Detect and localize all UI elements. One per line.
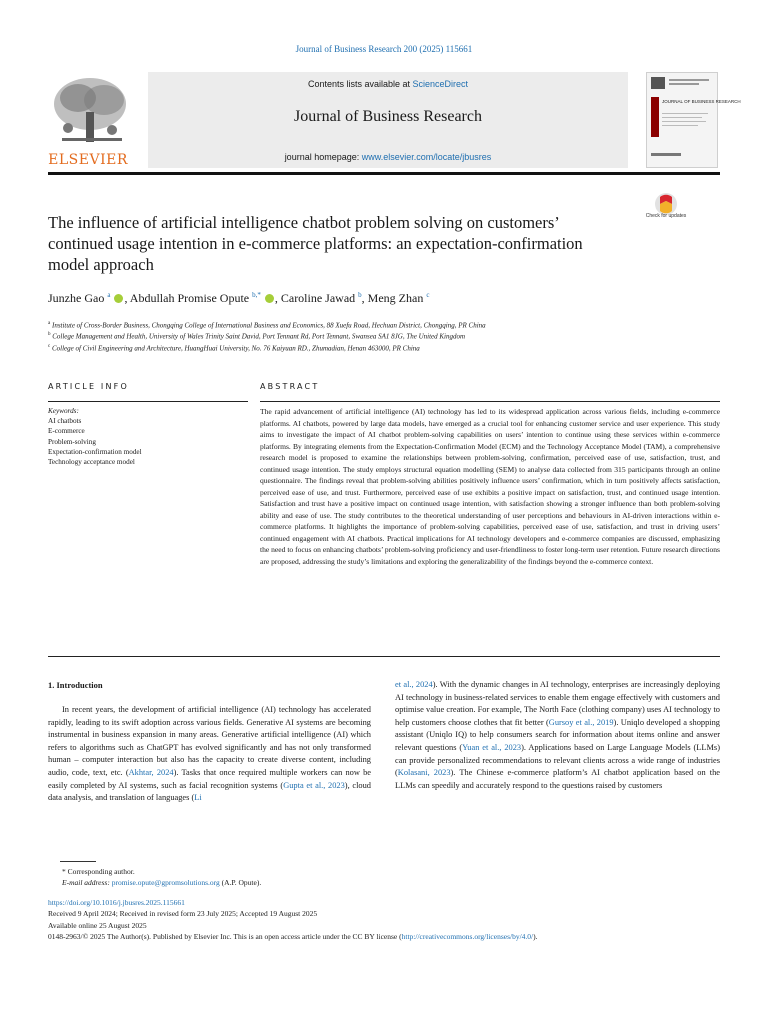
- keyword-item: AI chatbots: [48, 417, 82, 426]
- citation-link[interactable]: Kolasani, 2023: [397, 768, 451, 778]
- keyword-item: Technology acceptance model: [48, 458, 135, 467]
- citation-link[interactable]: Li: [194, 793, 202, 803]
- orcid-icon[interactable]: [114, 294, 123, 303]
- publication-info: [48, 897, 748, 942]
- author-name[interactable]: Caroline Jawad: [280, 291, 356, 305]
- author-name[interactable]: Junzhe Gao: [48, 291, 105, 305]
- cover-art-icon: [647, 73, 741, 167]
- abstract-rule: [260, 401, 720, 402]
- affiliation-sup: c: [48, 343, 51, 349]
- abstract-text: The rapid advancement of artificial intelligence (AI) technology has led to its widespread application across various fields, including e-commerce platforms. AI chatbots, powered by large data models, have emerged as a crucial tool for enhancing customer service and user experience. This study aims to investigate the impact of AI chatbot problem-solving capabilities on users’ intention to continue using these services within e-commerce platforms. By integrating elements from the Expectation-Confirmation Model (ECM) and the Technology Acceptance Model (TAM), a comprehensive research model is proposed to examine the relationships between problem-solving, confirmation, perceived ease of use, satisfaction, trust, and continued usage intention. The study employs structural equation modelling (SEM) to analyse data collected from 315 participants through an online questionnaire. The findings reveal that problem-solving abilities positively influence users’ confirmation, which in turn positively affects satisfaction, perceived ease of use, and trust. Furthermore, perceived ease of use exhibits a positive impact on satisfaction, trust, and continued usage intention. Satisfaction and trust have a positive impact on continued usage intention, with satisfaction showing a stronger influence than both problem-solving ability and ease of use. The study contributes to the theoretical understanding of user perceptions and behaviours in AI-driven interactions within e-commerce platforms. It highlights the importance of problem-solving capabilities, perceived ease of use, satisfaction, and trust in driving users’ continued engagement with AI chatbots. Practical implications for AI technology developers and e-commerce companies are discussed, emphasizing the need to focus on enhancing chatbots’ problem-solving proficiency and user-friendliness to foster long-term user retention. Future research directions are proposed, addressing the study’s limitations and exploring the generalizability of the findings beyond the e-commerce context.: [260, 407, 720, 566]
- journal-title: Journal of Business Research: [294, 108, 482, 125]
- article-title: The influence of artificial intelligence chatbot problem solving on customers’ continued usage intention in e-commerce platforms: an expectation-confirmation model approach: [48, 213, 583, 274]
- author-list: Junzhe Gao $^a$ , Abdullah Promise Opute $^{b,*}$ , Caroline Jawad $^b$, Meng Zhan $^c$: [48, 291, 430, 305]
- homepage-line: [148, 152, 628, 162]
- footnote-rule: [60, 861, 96, 862]
- footnotes: [48, 866, 728, 888]
- orcid-icon[interactable]: [265, 294, 274, 303]
- email-suffix: (A.P. Opute).: [219, 878, 262, 888]
- keywords-label: Keywords:: [48, 407, 79, 415]
- license-suffix: ).: [533, 931, 538, 941]
- author-affiliation-sup[interactable]: a: [107, 291, 111, 299]
- email-link[interactable]: promise.opute@gpromsolutions.org: [111, 878, 220, 888]
- affiliation-sup: b: [48, 332, 51, 338]
- corresponding-text: Corresponding author.: [67, 867, 135, 876]
- author-affiliation-sup[interactable]: b,*: [252, 291, 261, 299]
- affiliation-text: College of Civil Engineering and Architecture, HuangHuai University, No. 76 Kaiyuan RD., Zhumadian, Henan 463000, PR China: [51, 343, 420, 352]
- received-dates: Received 9 April 2024; Received in revised form 23 July 2025; Accepted 19 August 2025: [48, 909, 318, 919]
- article-info-heading: ARTICLE INFO: [48, 382, 129, 391]
- affiliation-item: [48, 319, 728, 330]
- citation-link[interactable]: Yuan et al., 2023: [462, 742, 522, 752]
- author-name[interactable]: Meng Zhan: [367, 291, 424, 305]
- author-affiliation-sup[interactable]: c: [426, 291, 430, 299]
- journal-header: [48, 72, 741, 172]
- check-for-updates-icon[interactable]: [646, 192, 686, 230]
- keyword-item: E-commerce: [48, 427, 85, 436]
- abstract-heading: ABSTRACT: [260, 382, 320, 391]
- header-rule: [48, 172, 720, 175]
- article-info-rule: [48, 401, 248, 402]
- intro-paragraph-continued: [395, 679, 720, 792]
- body-column-right: [395, 679, 720, 792]
- keyword-item: Expectation-confirmation model: [48, 447, 142, 456]
- keyword-item: Problem-solving: [48, 437, 96, 446]
- sciencedirect-link[interactable]: ScienceDirect: [412, 79, 469, 89]
- check-for-updates-label[interactable]: Check for updates: [645, 213, 687, 219]
- license-line: [48, 931, 748, 942]
- affiliation-item: [48, 342, 728, 353]
- citation-link[interactable]: Gupta et al., 2023: [283, 780, 345, 790]
- footnote-email: [48, 877, 728, 888]
- introduction-heading: 1. Introduction: [48, 680, 103, 690]
- homepage-prefix: journal homepage:: [284, 152, 362, 162]
- citation-link[interactable]: et al., 2024: [395, 680, 433, 689]
- body-text: In recent years, the development of artificial intelligence (AI) technology has accelerated rapidly, leading to its swift adoption across various fields. Generative AI systems are becoming instrumental in business expansion in many areas. Generative artificial intelligence (AI) which refers to algorithms such as ChatGPT has evolved significantly and has not only transformed human – computer interaction but also has the capacity to create diverse content, including audio, code, text, etc. (: [48, 705, 371, 777]
- body-column-left: [48, 704, 371, 805]
- affiliation-text: Institute of Cross-Border Business, Chongqing College of International Business and Economics, 88 Xuefu Road, Hechuan District, Chongqing, PR China: [51, 321, 486, 330]
- affiliation-text: College Management and Health, University of Wales Trinity Saint David, Port Tennant Rd, Port Tennant, Swansea SA1 8JG, The United Kingdom: [52, 332, 466, 341]
- email-label: E-mail address:: [62, 878, 110, 888]
- author-name[interactable]: Abdullah Promise Opute: [129, 291, 250, 305]
- contents-line: [148, 79, 628, 89]
- body-text: ). The Chinese e-commerce platform’s AI chatbot application based on the LLMs can speedily and accurately respond to the questions raised by customers: [395, 768, 720, 790]
- author-affiliation-sup[interactable]: b: [358, 291, 362, 299]
- citation-link[interactable]: Akhtar, 2024: [128, 767, 174, 777]
- body-text: ), cloud data analysis, and translation of languages (: [48, 780, 371, 803]
- body-text: ). Uniqlo developed a shopping assistant (Uniqlo IQ) to help consumers search for information about items online and answer relevant questions (: [395, 717, 720, 752]
- affiliation-item: [48, 330, 728, 341]
- license-prefix: 0148-2963/© 2025 The Author(s). Published by Elsevier Inc. This is an open access article under the CC BY license (: [48, 931, 402, 941]
- contents-prefix: Contents lists available at: [307, 79, 413, 89]
- body-text: ). Applications based on Large Language Models (LLMs) can provide personalized recommendations to relevant clients across a wide range of industries (: [395, 742, 720, 778]
- affiliation-sup: a: [48, 321, 51, 326]
- intro-paragraph: [48, 704, 371, 805]
- license-link[interactable]: http://creativecommons.org/licenses/by/4.0/: [401, 931, 534, 941]
- journal-reference-link[interactable]: Journal of Business Research 200 (2025) 115661: [295, 44, 473, 54]
- homepage-link[interactable]: www.elsevier.com/locate/jbusres: [361, 152, 492, 162]
- body-text: ). With the dynamic changes in AI technology, enterprises are increasingly deploying AI technology in business-related services to enable them engage effectively with customers and optimise value creation. For example, The North Face (clothing company) uses AI technology to help customers choose clothes that fit better (: [395, 680, 721, 727]
- doi-link[interactable]: https://doi.org/10.1016/j.jbusres.2025.115661: [48, 898, 185, 907]
- body-text: ). Tasks that once required multiple workers can now be easily completed by AI systems, such as facial recognition systems (: [48, 767, 372, 790]
- publisher-wordmark: ELSEVIER: [48, 152, 128, 168]
- available-online: Available online 25 August 2025: [48, 920, 147, 930]
- affiliations: [48, 319, 728, 353]
- footnote-corresponding: * Corresponding author.: [62, 867, 135, 876]
- keywords-block: [48, 406, 248, 467]
- journal-cover-thumbnail[interactable]: [646, 72, 741, 168]
- citation-link[interactable]: Gursoy et al., 2019: [548, 717, 614, 727]
- section-divider: [48, 656, 720, 657]
- cover-title-text: JOURNAL OF BUSINESS RESEARCH: [662, 99, 741, 104]
